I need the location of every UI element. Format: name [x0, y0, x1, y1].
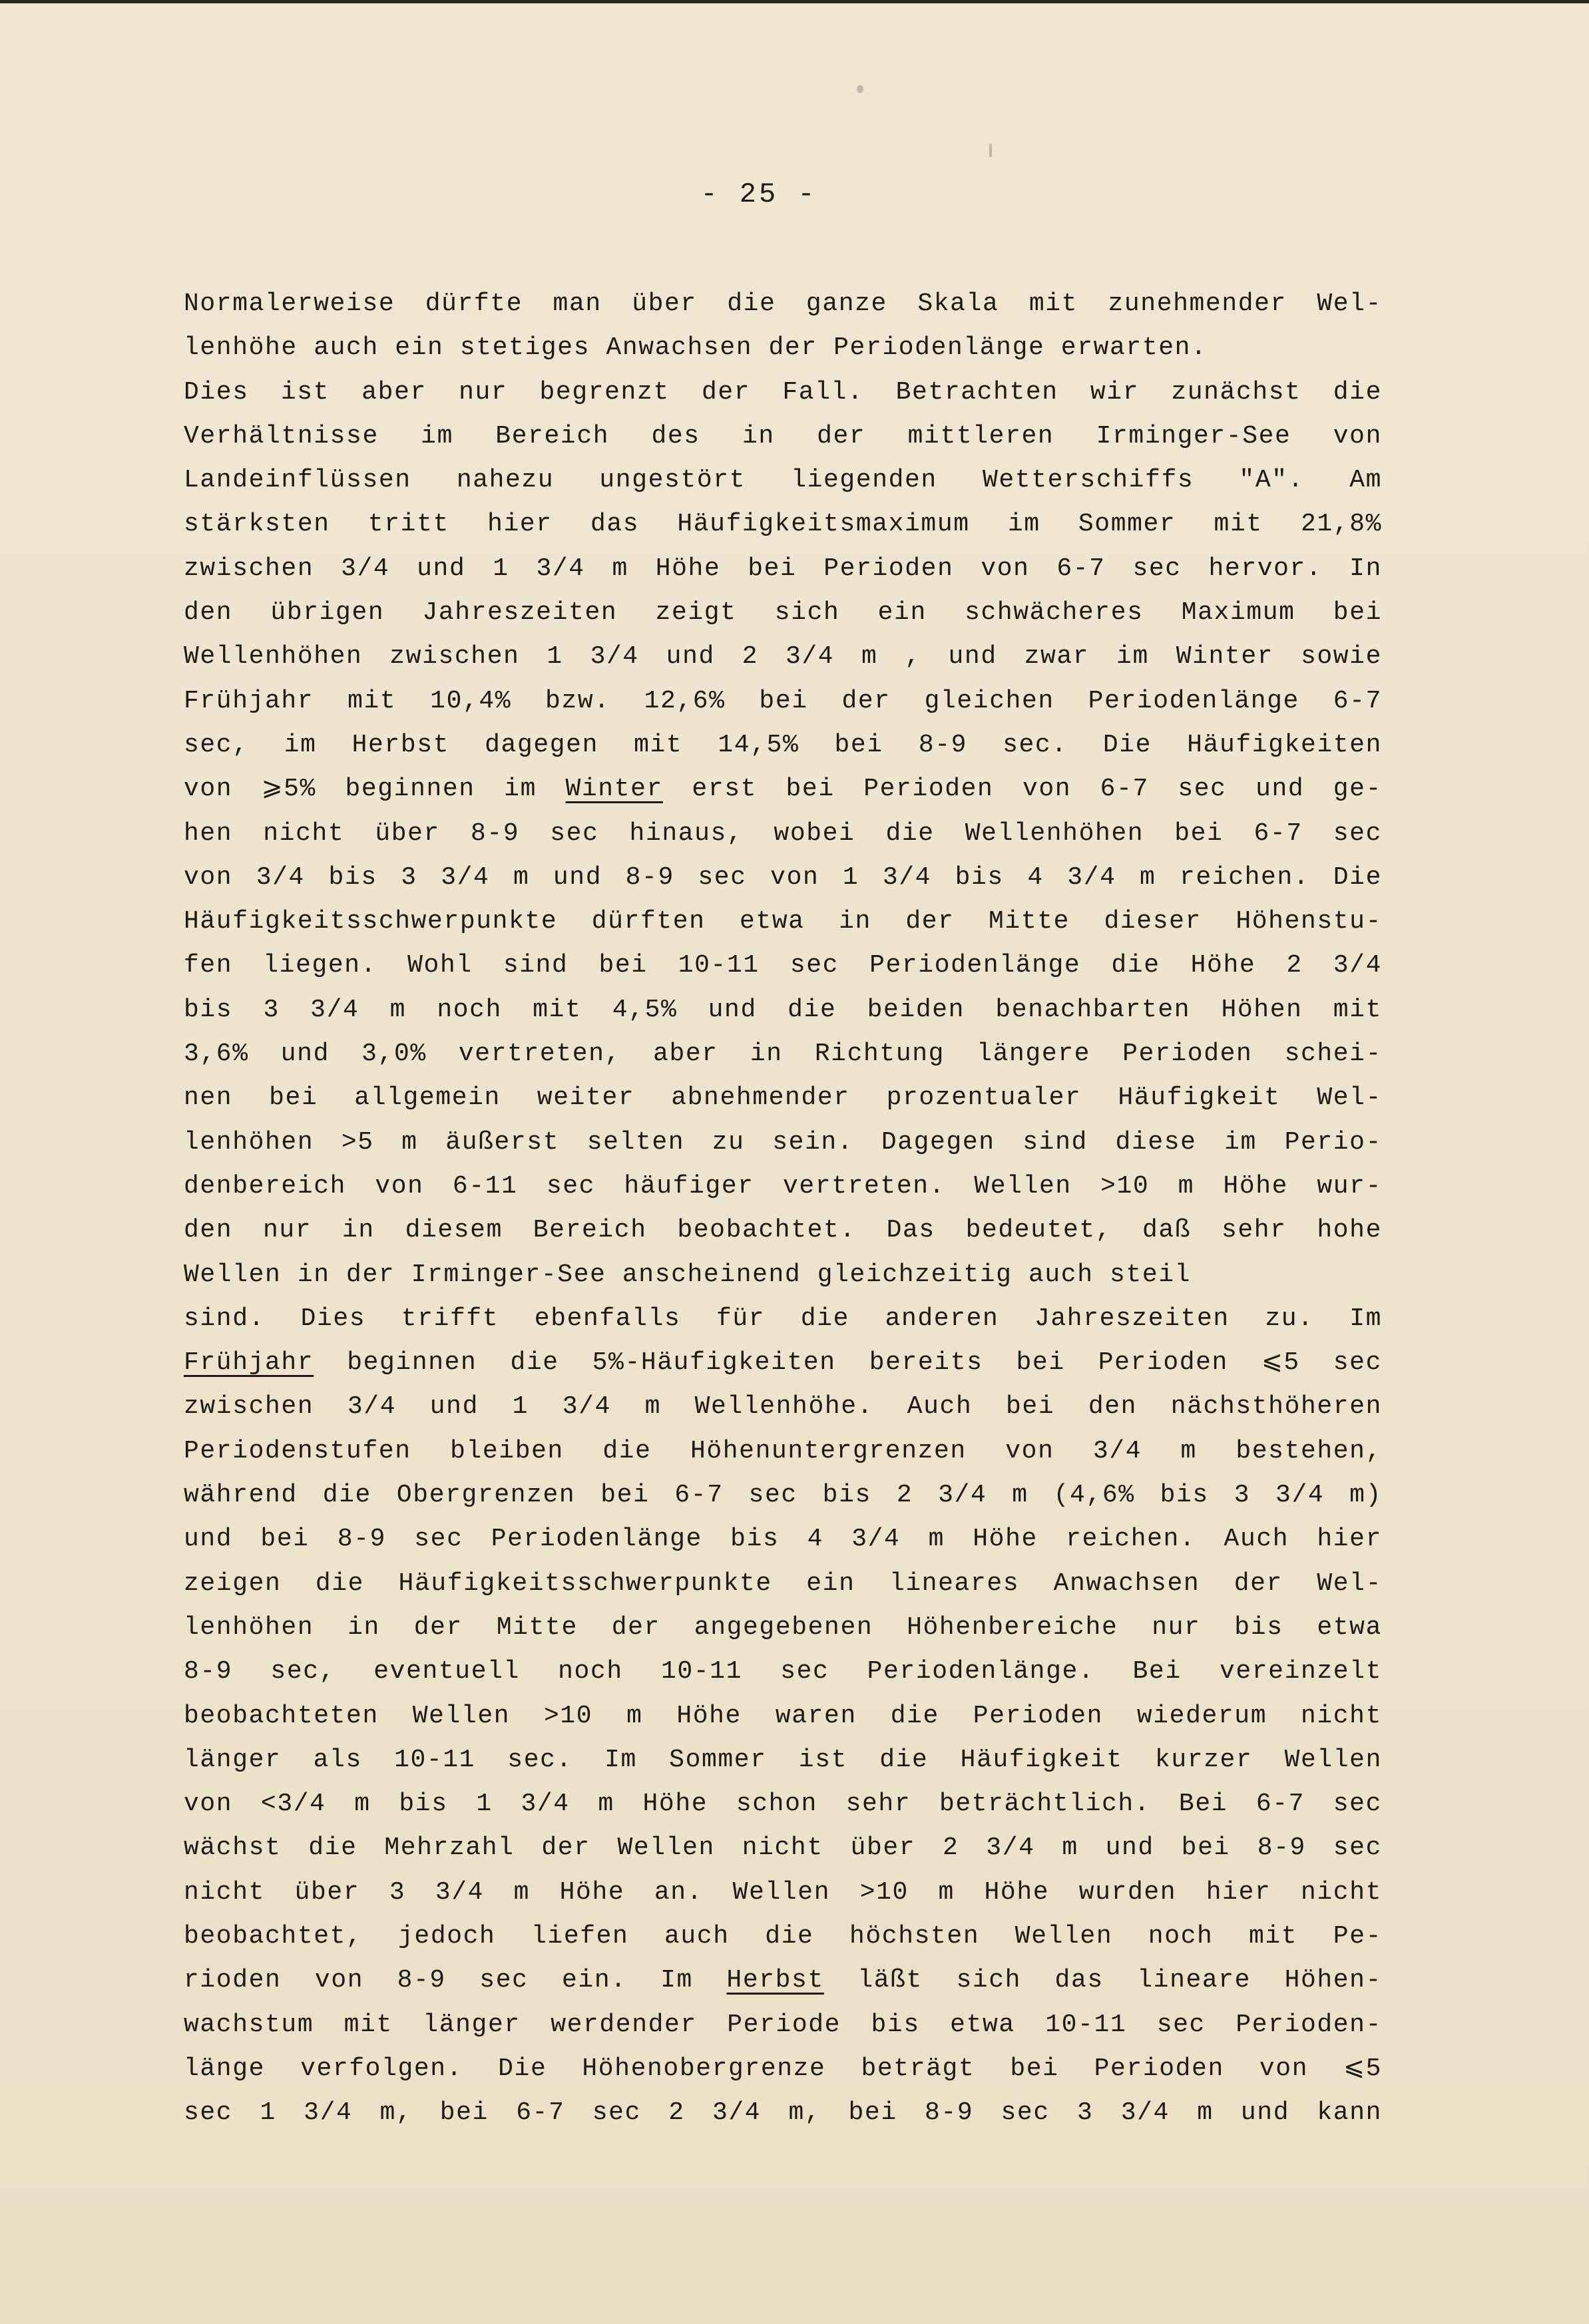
text-line: zeigen die Häufigkeitsschwerpunkte ein lineares Anwachsen der Wel- [184, 1569, 1382, 1598]
text-line: hen nicht über 8-9 sec hinaus, wobei die Wellenhöhen bei 6-7 sec [184, 819, 1382, 848]
text-line: sec 1 3/4 m, bei 6-7 sec 2 3/4 m, bei 8-9 sec 3 3/4 m und kann [184, 2098, 1382, 2128]
text-line: Wellenhöhen zwischen 1 3/4 und 2 3/4 m , und zwar im Winter sowie [184, 642, 1382, 672]
text-line: Periodenstufen bleiben die Höhenuntergrenzen von 3/4 m bestehen, [184, 1436, 1382, 1465]
text-line: sec, im Herbst dagegen mit 14,5% bei 8-9 sec. Die Häufigkeiten [184, 730, 1382, 759]
paper-speck [857, 85, 863, 93]
text-segment: läßt sich das lineare Höhen- [823, 1966, 1382, 1995]
text-line: bis 3 3/4 m noch mit 4,5% und die beiden benachbarten Höhen mit [184, 995, 1382, 1024]
text-segment: von ⩾5% beginnen im [184, 775, 566, 804]
text-line: während die Obergrenzen bei 6-7 sec bis 2 3/4 m (4,6% bis 3 3/4 m) [184, 1481, 1382, 1510]
text-line: von <3/4 m bis 1 3/4 m Höhe schon sehr beträchtlich. Bei 6-7 sec [184, 1790, 1382, 1819]
text-line: zwischen 3/4 und 1 3/4 m Höhe bei Perioden von 6-7 sec hervor. In [184, 554, 1382, 583]
text-line: nicht über 3 3/4 m Höhe an. Wellen >10 m Höhe wurden hier nicht [184, 1877, 1382, 1907]
underlined-season: Herbst [726, 1966, 824, 1995]
text-line: Frühjahr mit 10,4% bzw. 12,6% bei der gleichen Periodenlänge 6-7 [184, 686, 1382, 715]
text-line: lenhöhen >5 m äußerst selten zu sein. Dagegen sind diese im Perio- [184, 1127, 1382, 1157]
text-line: und bei 8-9 sec Periodenlänge bis 4 3/4 m Höhe reichen. Auch hier [184, 1525, 1382, 1554]
underlined-season: Winter [565, 775, 663, 804]
text-line: Wellen in der Irminger-See anscheinend gleichzeitig auch steil [184, 1260, 1192, 1289]
text-line: 8-9 sec, eventuell noch 10-11 sec Periodenlänge. Bei vereinzelt [184, 1657, 1382, 1686]
text-line: nen bei allgemein weiter abnehmender prozentualer Häufigkeit Wel- [184, 1083, 1382, 1113]
text-line: fen liegen. Wohl sind bei 10-11 sec Periodenlänge die Höhe 2 3/4 [184, 951, 1382, 980]
paper-speck [989, 144, 992, 157]
page-top-edge [0, 0, 1589, 3]
text-line: Normalerweise dürfte man über die ganze Skala mit zunehmender Wel- [184, 290, 1382, 318]
text-line: wachstum mit länger werdender Periode bis etwa 10-11 sec Perioden- [184, 2010, 1382, 2039]
text-segment: rioden von 8-9 sec ein. Im [184, 1966, 727, 1995]
page-number: - 25 - [700, 178, 817, 210]
text-line: 3,6% und 3,0% vertreten, aber in Richtung längere Perioden schei- [184, 1040, 1382, 1069]
text-line: länger als 10-11 sec. Im Sommer ist die Häufigkeit kurzer Wellen [184, 1745, 1382, 1774]
text-line: wächst die Mehrzahl der Wellen nicht über 2 3/4 m und bei 8-9 sec [184, 1834, 1382, 1863]
text-line: zwischen 3/4 und 1 3/4 m Wellenhöhe. Auch bei den nächsthöheren [184, 1392, 1382, 1422]
text-line: lenhöhen in der Mitte der angegebenen Höhenbereiche nur bis etwa [184, 1613, 1382, 1642]
text-line: den übrigen Jahreszeiten zeigt sich ein schwächeres Maximum bei [184, 598, 1382, 628]
text-line: denbereich von 6-11 sec häufiger vertreten. Wellen >10 m Höhe wur- [184, 1171, 1382, 1201]
text-line: beobachteten Wellen >10 m Höhe waren die Perioden wiederum nicht [184, 1701, 1382, 1730]
text-line: sind. Dies trifft ebenfalls für die anderen Jahreszeiten zu. Im [184, 1304, 1382, 1333]
text-line [184, 1959, 1382, 2003]
text-line: von 3/4 bis 3 3/4 m und 8-9 sec von 1 3/4 bis 4 3/4 m reichen. Die [184, 863, 1382, 892]
text-line: den nur in diesem Bereich beobachtet. Das bedeutet, daß sehr hohe [184, 1216, 1382, 1245]
text-line: länge verfolgen. Die Höhenobergrenze beträgt bei Perioden von ⩽5 [184, 2054, 1382, 2083]
text-line: stärksten tritt hier das Häufigkeitsmaximum im Sommer mit 21,8% [184, 510, 1382, 539]
text-line: Verhältnisse im Bereich des in der mittleren Irminger-See von [184, 421, 1382, 451]
text-line [184, 767, 1382, 811]
text-line: Dies ist aber nur begrenzt der Fall. Betrachten wir zunächst die [184, 377, 1382, 407]
text-segment: beginnen die 5%-Häufigkeiten bereits bei Perioden ⩽5 sec [314, 1348, 1382, 1378]
text-line [184, 1341, 1382, 1385]
text-line: beobachtet, jedoch liefen auch die höchsten Wellen noch mit Pe- [184, 1921, 1382, 1951]
text-line: Häufigkeitsschwerpunkte dürften etwa in der Mitte dieser Höhenstu- [184, 907, 1382, 936]
underlined-season: Frühjahr [184, 1348, 314, 1378]
text-segment: erst bei Perioden von 6-7 sec und ge- [662, 775, 1382, 804]
text-line: Landeinflüssen nahezu ungestört liegenden Wetterschiffs "A". Am [184, 466, 1382, 495]
body-text [184, 282, 1382, 2135]
text-line: lenhöhe auch ein stetiges Anwachsen der Periodenlänge erwarten. [184, 333, 1208, 363]
